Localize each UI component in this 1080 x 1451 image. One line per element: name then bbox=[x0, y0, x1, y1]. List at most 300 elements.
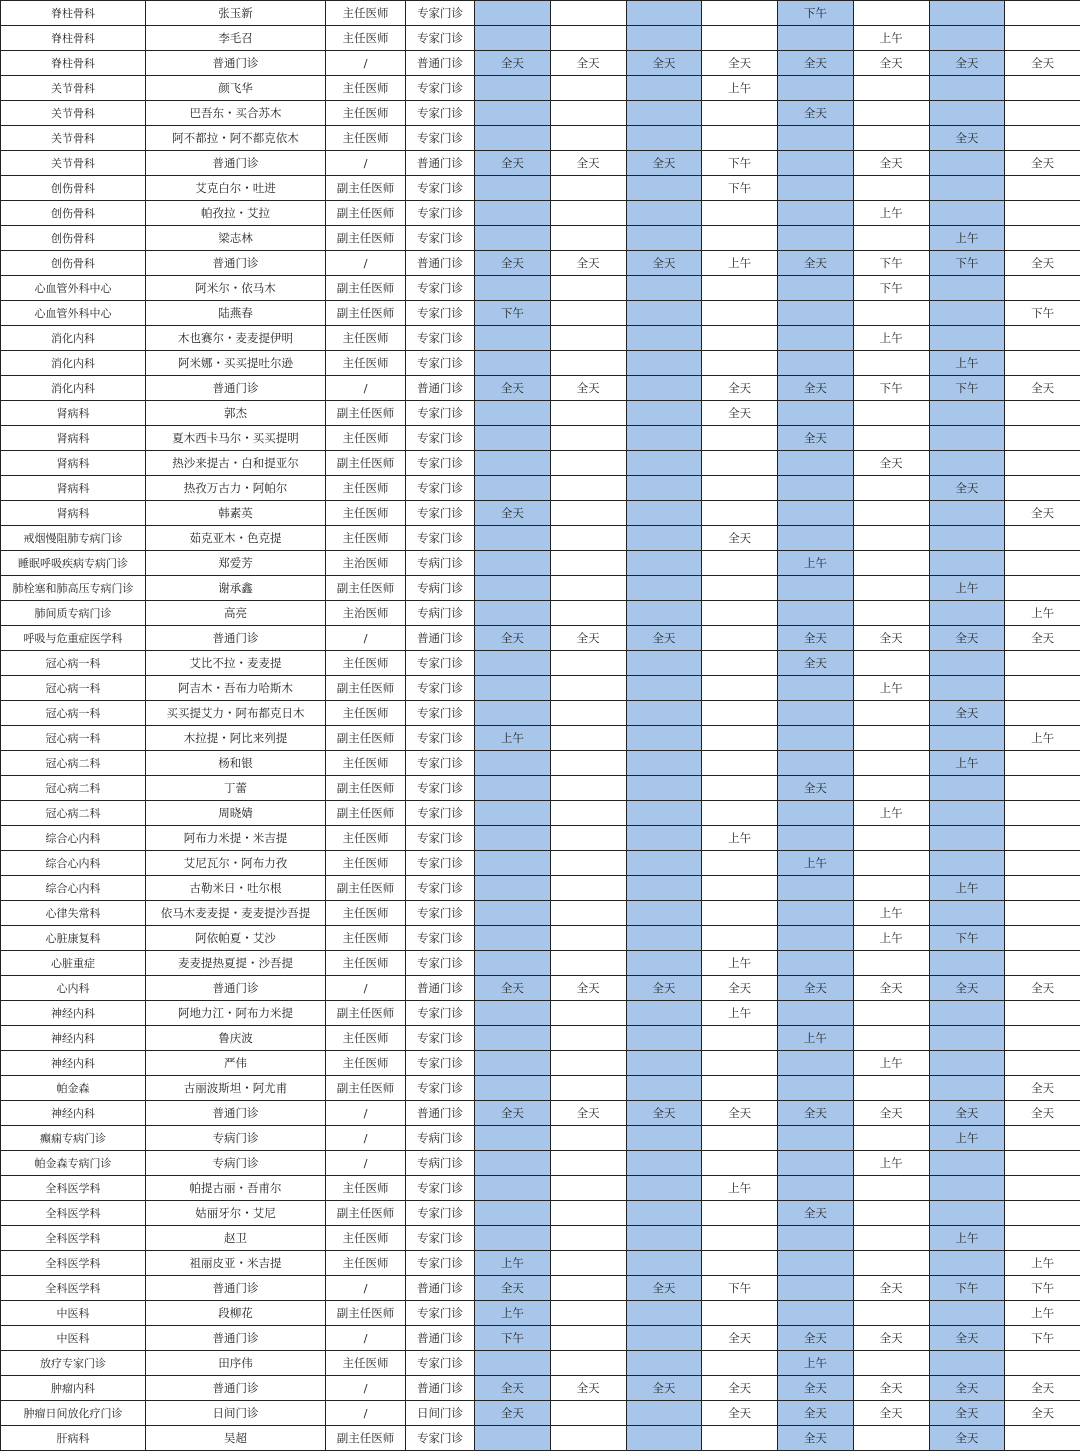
table-row bbox=[1, 401, 1080, 426]
schedule-cell-day-6: 下午 bbox=[853, 251, 929, 276]
doctor-cell: 帕孜拉・艾拉 bbox=[146, 201, 326, 226]
title-cell: 副主任医师 bbox=[326, 1426, 406, 1451]
schedule-cell-day-2 bbox=[550, 226, 626, 251]
schedule-cell-day-3 bbox=[626, 1, 702, 26]
schedule-cell-day-4 bbox=[702, 301, 778, 326]
doctor-cell: 买买提艾力・阿布都克日木 bbox=[146, 701, 326, 726]
schedule-cell-day-2 bbox=[550, 326, 626, 351]
schedule-cell-day-4 bbox=[702, 551, 778, 576]
department-cell: 冠心病二科 bbox=[1, 776, 146, 801]
clinic-type-cell: 专家门诊 bbox=[406, 176, 475, 201]
schedule-cell-day-2: 全天 bbox=[550, 51, 626, 76]
doctor-cell: 普通门诊 bbox=[146, 251, 326, 276]
schedule-cell-day-8 bbox=[1005, 1051, 1080, 1076]
schedule-cell-day-1 bbox=[475, 1151, 551, 1176]
schedule-cell-day-1 bbox=[475, 526, 551, 551]
schedule-cell-day-5 bbox=[778, 1301, 854, 1326]
schedule-cell-day-2 bbox=[550, 601, 626, 626]
schedule-cell-day-3 bbox=[626, 751, 702, 776]
schedule-cell-day-6: 全天 bbox=[853, 1326, 929, 1351]
schedule-cell-day-4: 全天 bbox=[702, 1101, 778, 1126]
department-cell: 帕金森 bbox=[1, 1076, 146, 1101]
table-row bbox=[1, 176, 1080, 201]
schedule-cell-day-4 bbox=[702, 451, 778, 476]
schedule-cell-day-7 bbox=[929, 1201, 1005, 1226]
title-cell: 主任医师 bbox=[326, 426, 406, 451]
schedule-cell-day-1: 全天 bbox=[475, 976, 551, 1001]
schedule-cell-day-4: 下午 bbox=[702, 151, 778, 176]
schedule-cell-day-1 bbox=[475, 801, 551, 826]
clinic-type-cell: 专家门诊 bbox=[406, 1001, 475, 1026]
schedule-cell-day-4 bbox=[702, 1026, 778, 1051]
table-row bbox=[1, 576, 1080, 601]
schedule-cell-day-1 bbox=[475, 201, 551, 226]
schedule-cell-day-8: 全天 bbox=[1005, 376, 1080, 401]
doctor-cell: 普通门诊 bbox=[146, 1326, 326, 1351]
department-cell: 冠心病二科 bbox=[1, 751, 146, 776]
table-row bbox=[1, 426, 1080, 451]
schedule-cell-day-6 bbox=[853, 551, 929, 576]
table-row bbox=[1, 26, 1080, 51]
schedule-cell-day-3 bbox=[626, 726, 702, 751]
schedule-cell-day-4 bbox=[702, 201, 778, 226]
schedule-cell-day-1 bbox=[475, 476, 551, 501]
schedule-cell-day-3 bbox=[626, 651, 702, 676]
schedule-cell-day-7 bbox=[929, 1026, 1005, 1051]
table-row bbox=[1, 1026, 1080, 1051]
schedule-cell-day-2 bbox=[550, 1251, 626, 1276]
schedule-cell-day-7: 全天 bbox=[929, 51, 1005, 76]
schedule-cell-day-1 bbox=[475, 901, 551, 926]
doctor-cell: 阿地力江・阿布力米提 bbox=[146, 1001, 326, 1026]
schedule-cell-day-5 bbox=[778, 601, 854, 626]
schedule-cell-day-6 bbox=[853, 1001, 929, 1026]
title-cell: 主任医师 bbox=[326, 1176, 406, 1201]
schedule-cell-day-4 bbox=[702, 1201, 778, 1226]
doctor-cell: 热沙来提古・白和提亚尔 bbox=[146, 451, 326, 476]
schedule-cell-day-2: 全天 bbox=[550, 626, 626, 651]
doctor-cell: 阿吉木・吾布力哈斯木 bbox=[146, 676, 326, 701]
schedule-cell-day-7: 上午 bbox=[929, 1126, 1005, 1151]
doctor-cell: 专病门诊 bbox=[146, 1151, 326, 1176]
department-cell: 心脏康复科 bbox=[1, 926, 146, 951]
schedule-cell-day-5 bbox=[778, 326, 854, 351]
schedule-cell-day-8 bbox=[1005, 951, 1080, 976]
clinic-type-cell: 专家门诊 bbox=[406, 1226, 475, 1251]
schedule-cell-day-6 bbox=[853, 1026, 929, 1051]
schedule-cell-day-1: 全天 bbox=[475, 251, 551, 276]
schedule-cell-day-2 bbox=[550, 1, 626, 26]
table-row bbox=[1, 1126, 1080, 1151]
schedule-cell-day-4 bbox=[702, 1126, 778, 1151]
schedule-cell-day-7 bbox=[929, 276, 1005, 301]
table-row bbox=[1, 1176, 1080, 1201]
title-cell: / bbox=[326, 1101, 406, 1126]
schedule-cell-day-6: 全天 bbox=[853, 1401, 929, 1426]
schedule-cell-day-7 bbox=[929, 401, 1005, 426]
schedule-cell-day-5 bbox=[778, 1276, 854, 1301]
table-row bbox=[1, 1276, 1080, 1301]
department-cell: 综合心内科 bbox=[1, 876, 146, 901]
schedule-cell-day-5 bbox=[778, 1226, 854, 1251]
schedule-cell-day-5 bbox=[778, 76, 854, 101]
schedule-cell-day-6 bbox=[853, 1201, 929, 1226]
doctor-cell: 普通门诊 bbox=[146, 1376, 326, 1401]
title-cell: 副主任医师 bbox=[326, 176, 406, 201]
clinic-type-cell: 专家门诊 bbox=[406, 1426, 475, 1451]
schedule-cell-day-6: 全天 bbox=[853, 1101, 929, 1126]
schedule-cell-day-4 bbox=[702, 926, 778, 951]
schedule-cell-day-3 bbox=[626, 901, 702, 926]
schedule-cell-day-6: 全天 bbox=[853, 151, 929, 176]
schedule-cell-day-5 bbox=[778, 276, 854, 301]
schedule-cell-day-5 bbox=[778, 1126, 854, 1151]
title-cell: 主任医师 bbox=[326, 476, 406, 501]
schedule-cell-day-7 bbox=[929, 1, 1005, 26]
clinic-type-cell: 日间门诊 bbox=[406, 1401, 475, 1426]
title-cell: 主任医师 bbox=[326, 751, 406, 776]
schedule-cell-day-2 bbox=[550, 126, 626, 151]
table-row bbox=[1, 1401, 1080, 1426]
clinic-type-cell: 普通门诊 bbox=[406, 1101, 475, 1126]
doctor-cell: 古勒米日・吐尔根 bbox=[146, 876, 326, 901]
clinic-type-cell: 专家门诊 bbox=[406, 526, 475, 551]
schedule-cell-day-4 bbox=[702, 901, 778, 926]
department-cell: 中医科 bbox=[1, 1326, 146, 1351]
doctor-cell: 古丽波斯坦・阿尤甫 bbox=[146, 1076, 326, 1101]
department-cell: 脊柱骨科 bbox=[1, 1, 146, 26]
schedule-cell-day-4 bbox=[702, 1051, 778, 1076]
schedule-cell-day-6: 上午 bbox=[853, 901, 929, 926]
schedule-cell-day-3 bbox=[626, 1201, 702, 1226]
schedule-cell-day-6 bbox=[853, 651, 929, 676]
schedule-cell-day-8 bbox=[1005, 201, 1080, 226]
clinic-type-cell: 普通门诊 bbox=[406, 51, 475, 76]
schedule-cell-day-1 bbox=[475, 426, 551, 451]
schedule-cell-day-7: 全天 bbox=[929, 476, 1005, 501]
department-cell: 睡眠呼吸疾病专病门诊 bbox=[1, 551, 146, 576]
schedule-cell-day-6 bbox=[853, 876, 929, 901]
schedule-cell-day-1 bbox=[475, 1126, 551, 1151]
schedule-cell-day-3 bbox=[626, 1401, 702, 1426]
department-cell: 关节骨科 bbox=[1, 151, 146, 176]
schedule-cell-day-1 bbox=[475, 826, 551, 851]
schedule-cell-day-5 bbox=[778, 201, 854, 226]
table-row bbox=[1, 976, 1080, 1001]
title-cell: 副主任医师 bbox=[326, 801, 406, 826]
schedule-cell-day-1 bbox=[475, 276, 551, 301]
schedule-cell-day-7 bbox=[929, 176, 1005, 201]
schedule-cell-day-2: 全天 bbox=[550, 1101, 626, 1126]
department-cell: 癫痫专病门诊 bbox=[1, 1126, 146, 1151]
schedule-cell-day-6: 上午 bbox=[853, 926, 929, 951]
schedule-cell-day-5: 全天 bbox=[778, 776, 854, 801]
schedule-cell-day-7 bbox=[929, 1076, 1005, 1101]
schedule-cell-day-3 bbox=[626, 376, 702, 401]
schedule-cell-day-3: 全天 bbox=[626, 976, 702, 1001]
schedule-cell-day-2 bbox=[550, 1001, 626, 1026]
schedule-cell-day-4 bbox=[702, 1226, 778, 1251]
doctor-cell: 李毛召 bbox=[146, 26, 326, 51]
department-cell: 心血管外科中心 bbox=[1, 301, 146, 326]
clinic-type-cell: 专家门诊 bbox=[406, 226, 475, 251]
clinic-type-cell: 专家门诊 bbox=[406, 651, 475, 676]
doctor-cell: 鲁庆波 bbox=[146, 1026, 326, 1051]
schedule-cell-day-1: 全天 bbox=[475, 501, 551, 526]
table-row bbox=[1, 801, 1080, 826]
title-cell: 副主任医师 bbox=[326, 1076, 406, 1101]
schedule-cell-day-1 bbox=[475, 876, 551, 901]
schedule-cell-day-6 bbox=[853, 426, 929, 451]
schedule-cell-day-6 bbox=[853, 851, 929, 876]
table-row bbox=[1, 526, 1080, 551]
schedule-cell-day-8: 全天 bbox=[1005, 151, 1080, 176]
schedule-cell-day-6 bbox=[853, 1, 929, 26]
table-row bbox=[1, 701, 1080, 726]
schedule-cell-day-6 bbox=[853, 751, 929, 776]
doctor-cell: 郑爱芳 bbox=[146, 551, 326, 576]
department-cell: 综合心内科 bbox=[1, 851, 146, 876]
schedule-cell-day-7: 上午 bbox=[929, 226, 1005, 251]
schedule-cell-day-2 bbox=[550, 1051, 626, 1076]
schedule-cell-day-1 bbox=[475, 676, 551, 701]
schedule-cell-day-7 bbox=[929, 1351, 1005, 1376]
schedule-cell-day-2 bbox=[550, 1201, 626, 1226]
schedule-cell-day-7: 全天 bbox=[929, 1101, 1005, 1126]
doctor-cell: 周晓婧 bbox=[146, 801, 326, 826]
schedule-cell-day-5: 下午 bbox=[778, 1, 854, 26]
schedule-cell-day-2: 全天 bbox=[550, 251, 626, 276]
schedule-cell-day-7 bbox=[929, 676, 1005, 701]
schedule-cell-day-4 bbox=[702, 476, 778, 501]
schedule-cell-day-3: 全天 bbox=[626, 626, 702, 651]
department-cell: 心脏重症 bbox=[1, 951, 146, 976]
schedule-cell-day-5: 全天 bbox=[778, 1326, 854, 1351]
clinic-type-cell: 专家门诊 bbox=[406, 901, 475, 926]
table-row bbox=[1, 76, 1080, 101]
schedule-cell-day-7: 全天 bbox=[929, 626, 1005, 651]
clinic-type-cell: 普通门诊 bbox=[406, 626, 475, 651]
schedule-cell-day-5: 全天 bbox=[778, 651, 854, 676]
schedule-cell-day-2 bbox=[550, 476, 626, 501]
schedule-cell-day-4 bbox=[702, 326, 778, 351]
title-cell: 主任医师 bbox=[326, 826, 406, 851]
schedule-cell-day-4: 上午 bbox=[702, 76, 778, 101]
schedule-cell-day-1: 上午 bbox=[475, 1301, 551, 1326]
clinic-type-cell: 普通门诊 bbox=[406, 1276, 475, 1301]
schedule-cell-day-6 bbox=[853, 301, 929, 326]
schedule-cell-day-6 bbox=[853, 826, 929, 851]
schedule-cell-day-3 bbox=[626, 676, 702, 701]
schedule-cell-day-5 bbox=[778, 126, 854, 151]
schedule-cell-day-6 bbox=[853, 1226, 929, 1251]
doctor-cell: 张玉新 bbox=[146, 1, 326, 26]
schedule-cell-day-4 bbox=[702, 351, 778, 376]
schedule-cell-day-8 bbox=[1005, 851, 1080, 876]
schedule-cell-day-1: 上午 bbox=[475, 726, 551, 751]
schedule-cell-day-1 bbox=[475, 1076, 551, 1101]
schedule-cell-day-5 bbox=[778, 1076, 854, 1101]
doctor-cell: 祖丽皮亚・米吉提 bbox=[146, 1251, 326, 1276]
clinic-type-cell: 专家门诊 bbox=[406, 76, 475, 101]
schedule-cell-day-4 bbox=[702, 226, 778, 251]
schedule-cell-day-3 bbox=[626, 101, 702, 126]
schedule-cell-day-3 bbox=[626, 601, 702, 626]
title-cell: 副主任医师 bbox=[326, 726, 406, 751]
table-row bbox=[1, 201, 1080, 226]
title-cell: 副主任医师 bbox=[326, 201, 406, 226]
table-row bbox=[1, 1076, 1080, 1101]
table-row bbox=[1, 1301, 1080, 1326]
clinic-type-cell: 普通门诊 bbox=[406, 151, 475, 176]
schedule-cell-day-4 bbox=[702, 676, 778, 701]
clinic-type-cell: 普通门诊 bbox=[406, 1376, 475, 1401]
schedule-cell-day-6: 全天 bbox=[853, 51, 929, 76]
schedule-cell-day-7 bbox=[929, 1176, 1005, 1201]
schedule-cell-day-3 bbox=[626, 401, 702, 426]
clinic-type-cell: 普通门诊 bbox=[406, 1326, 475, 1351]
schedule-cell-day-5 bbox=[778, 1001, 854, 1026]
schedule-cell-day-6: 全天 bbox=[853, 1276, 929, 1301]
title-cell: 主任医师 bbox=[326, 101, 406, 126]
schedule-cell-day-2 bbox=[550, 726, 626, 751]
clinic-type-cell: 专家门诊 bbox=[406, 951, 475, 976]
schedule-cell-day-4: 上午 bbox=[702, 1176, 778, 1201]
doctor-cell: 艾比不拉・麦麦提 bbox=[146, 651, 326, 676]
schedule-cell-day-3 bbox=[626, 1026, 702, 1051]
schedule-cell-day-4 bbox=[702, 576, 778, 601]
doctor-cell: 茹克亚木・色克提 bbox=[146, 526, 326, 551]
schedule-cell-day-8 bbox=[1005, 926, 1080, 951]
schedule-cell-day-2 bbox=[550, 26, 626, 51]
schedule-cell-day-4: 全天 bbox=[702, 1401, 778, 1426]
title-cell: 副主任医师 bbox=[326, 226, 406, 251]
title-cell: / bbox=[326, 151, 406, 176]
clinic-type-cell: 专家门诊 bbox=[406, 726, 475, 751]
schedule-cell-day-6: 下午 bbox=[853, 276, 929, 301]
schedule-cell-day-4 bbox=[702, 426, 778, 451]
schedule-cell-day-7 bbox=[929, 326, 1005, 351]
schedule-cell-day-3 bbox=[626, 26, 702, 51]
department-cell: 冠心病一科 bbox=[1, 701, 146, 726]
title-cell: 主任医师 bbox=[326, 1351, 406, 1376]
schedule-cell-day-3 bbox=[626, 126, 702, 151]
schedule-cell-day-2 bbox=[550, 201, 626, 226]
schedule-cell-day-5: 全天 bbox=[778, 1401, 854, 1426]
schedule-cell-day-6 bbox=[853, 101, 929, 126]
schedule-cell-day-8 bbox=[1005, 876, 1080, 901]
title-cell: 主任医师 bbox=[326, 1026, 406, 1051]
schedule-cell-day-4 bbox=[702, 651, 778, 676]
department-cell: 冠心病一科 bbox=[1, 651, 146, 676]
clinic-type-cell: 专家门诊 bbox=[406, 126, 475, 151]
schedule-cell-day-5: 上午 bbox=[778, 1026, 854, 1051]
department-cell: 神经内科 bbox=[1, 1101, 146, 1126]
department-cell: 冠心病二科 bbox=[1, 801, 146, 826]
schedule-cell-day-2 bbox=[550, 501, 626, 526]
schedule-cell-day-8 bbox=[1005, 901, 1080, 926]
title-cell: / bbox=[326, 1326, 406, 1351]
schedule-cell-day-3: 全天 bbox=[626, 1101, 702, 1126]
schedule-cell-day-5: 全天 bbox=[778, 101, 854, 126]
clinic-type-cell: 专病门诊 bbox=[406, 601, 475, 626]
clinic-type-cell: 专家门诊 bbox=[406, 826, 475, 851]
doctor-cell: 木拉提・阿比来列提 bbox=[146, 726, 326, 751]
table-row bbox=[1, 1226, 1080, 1251]
clinic-type-cell: 普通门诊 bbox=[406, 376, 475, 401]
table-row bbox=[1, 751, 1080, 776]
schedule-cell-day-8 bbox=[1005, 676, 1080, 701]
schedule-cell-day-8 bbox=[1005, 1201, 1080, 1226]
schedule-cell-day-7: 全天 bbox=[929, 1401, 1005, 1426]
department-cell: 肺间质专病门诊 bbox=[1, 601, 146, 626]
doctor-cell: 陆燕春 bbox=[146, 301, 326, 326]
schedule-cell-day-1: 全天 bbox=[475, 151, 551, 176]
schedule-cell-day-8 bbox=[1005, 26, 1080, 51]
clinic-type-cell: 专病门诊 bbox=[406, 576, 475, 601]
schedule-cell-day-7: 上午 bbox=[929, 751, 1005, 776]
schedule-cell-day-7: 上午 bbox=[929, 1226, 1005, 1251]
schedule-cell-day-3 bbox=[626, 576, 702, 601]
schedule-cell-day-7 bbox=[929, 776, 1005, 801]
schedule-cell-day-2 bbox=[550, 276, 626, 301]
schedule-cell-day-2 bbox=[550, 1076, 626, 1101]
department-cell: 呼吸与危重症医学科 bbox=[1, 626, 146, 651]
schedule-cell-day-1 bbox=[475, 1201, 551, 1226]
schedule-cell-day-8 bbox=[1005, 801, 1080, 826]
department-cell: 肾病科 bbox=[1, 476, 146, 501]
title-cell: 副主任医师 bbox=[326, 1301, 406, 1326]
schedule-cell-day-8 bbox=[1005, 1151, 1080, 1176]
schedule-cell-day-6 bbox=[853, 1126, 929, 1151]
clinic-type-cell: 专家门诊 bbox=[406, 401, 475, 426]
clinic-type-cell: 专家门诊 bbox=[406, 501, 475, 526]
table-row bbox=[1, 101, 1080, 126]
schedule-cell-day-1 bbox=[475, 776, 551, 801]
clinic-type-cell: 专家门诊 bbox=[406, 801, 475, 826]
title-cell: 副主任医师 bbox=[326, 451, 406, 476]
schedule-cell-day-5 bbox=[778, 1176, 854, 1201]
schedule-cell-day-1 bbox=[475, 351, 551, 376]
schedule-cell-day-6 bbox=[853, 1176, 929, 1201]
schedule-cell-day-1 bbox=[475, 701, 551, 726]
schedule-cell-day-8 bbox=[1005, 1126, 1080, 1151]
doctor-cell: 热孜万古力・阿帕尔 bbox=[146, 476, 326, 501]
schedule-cell-day-2 bbox=[550, 651, 626, 676]
schedule-cell-day-1 bbox=[475, 1001, 551, 1026]
schedule-cell-day-2 bbox=[550, 576, 626, 601]
clinic-type-cell: 专家门诊 bbox=[406, 1301, 475, 1326]
table-row bbox=[1, 726, 1080, 751]
clinic-type-cell: 专家门诊 bbox=[406, 1026, 475, 1051]
schedule-cell-day-8: 全天 bbox=[1005, 1401, 1080, 1426]
schedule-cell-day-3 bbox=[626, 876, 702, 901]
schedule-cell-day-7 bbox=[929, 651, 1005, 676]
clinic-type-cell: 专家门诊 bbox=[406, 1, 475, 26]
table-row bbox=[1, 1201, 1080, 1226]
schedule-cell-day-3 bbox=[626, 276, 702, 301]
schedule-cell-day-8 bbox=[1005, 526, 1080, 551]
clinic-type-cell: 专家门诊 bbox=[406, 876, 475, 901]
schedule-cell-day-4: 全天 bbox=[702, 1326, 778, 1351]
schedule-cell-day-6 bbox=[853, 951, 929, 976]
schedule-cell-day-2 bbox=[550, 1351, 626, 1376]
schedule-cell-day-8 bbox=[1005, 751, 1080, 776]
schedule-cell-day-4: 上午 bbox=[702, 826, 778, 851]
schedule-cell-day-3 bbox=[626, 801, 702, 826]
schedule-cell-day-8: 上午 bbox=[1005, 601, 1080, 626]
doctor-cell: 阿米尔・依马木 bbox=[146, 276, 326, 301]
